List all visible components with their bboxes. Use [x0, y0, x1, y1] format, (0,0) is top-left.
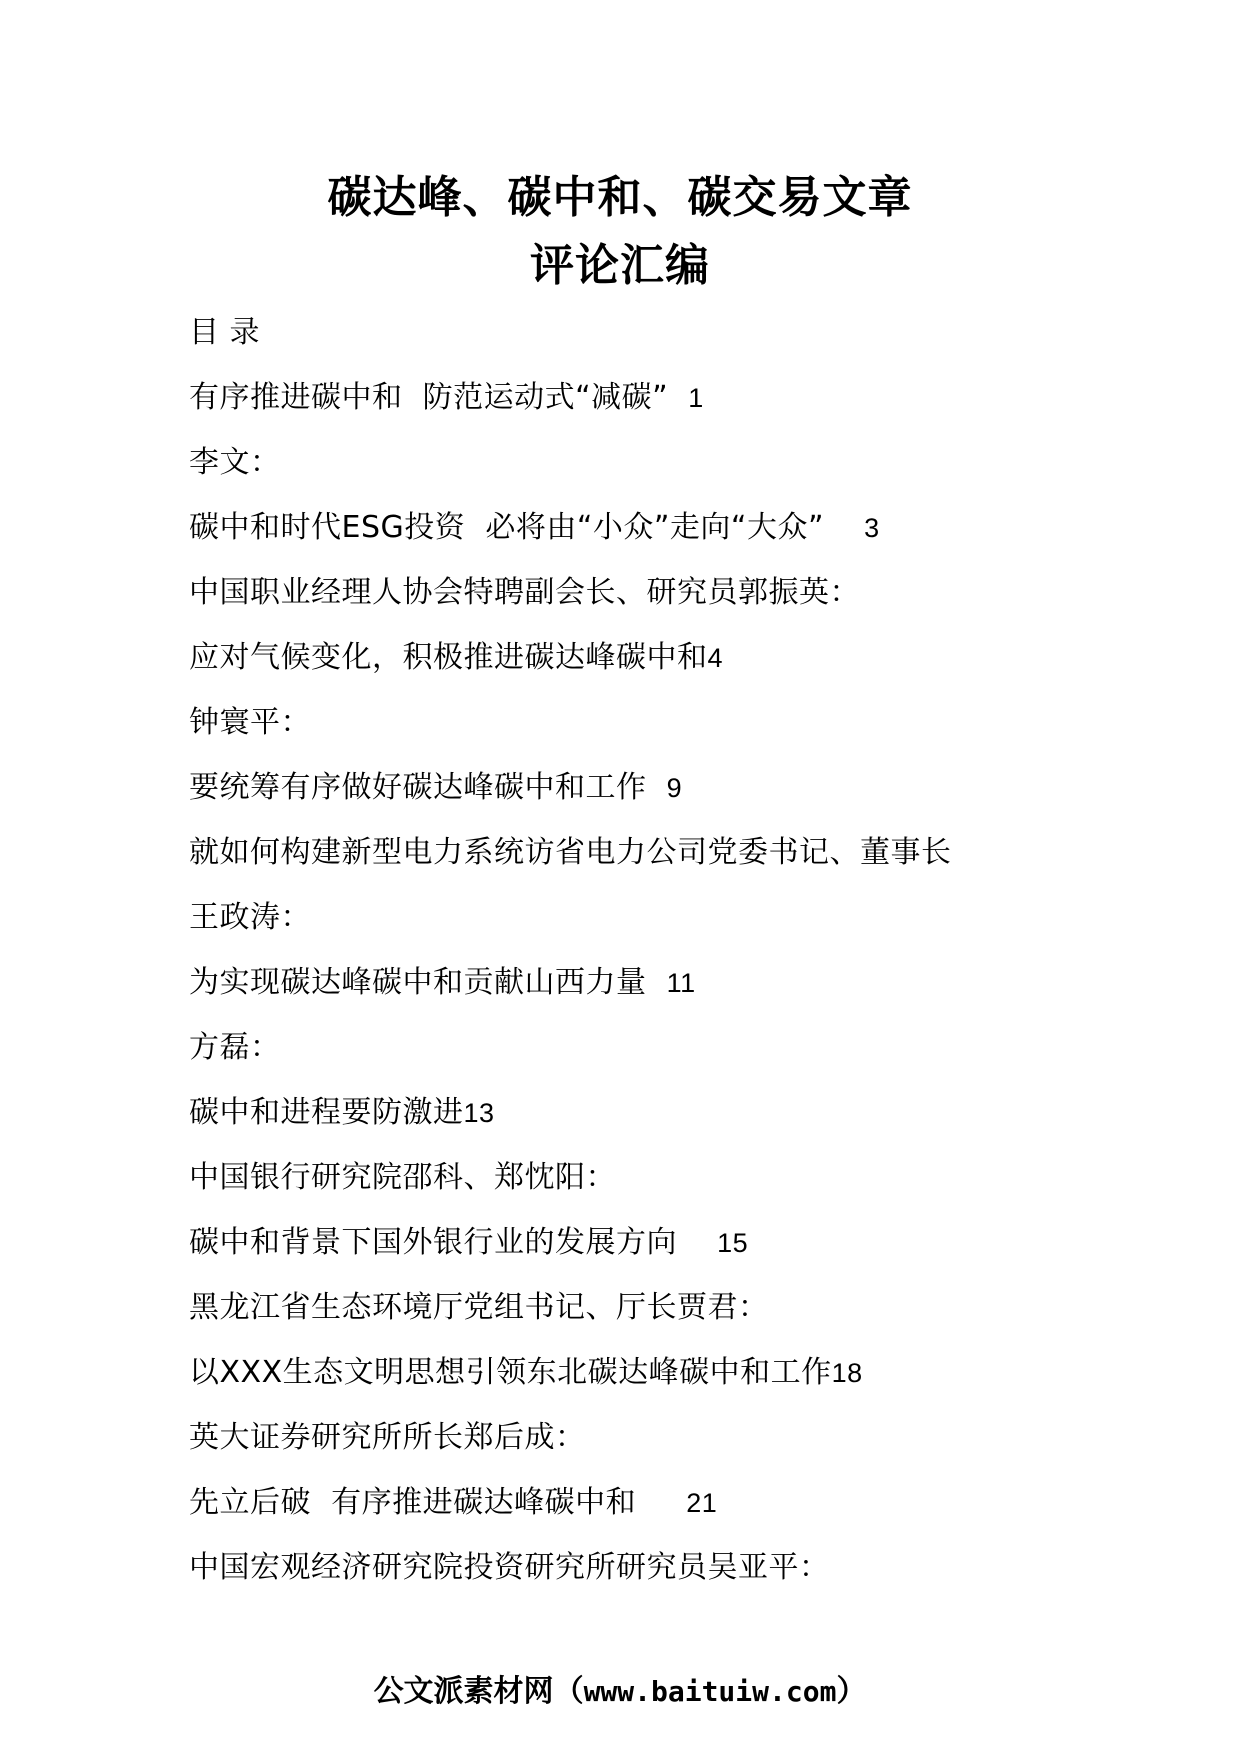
toc-entry-text: 有序推进碳中和 防范运动式“减碳” — [189, 380, 689, 415]
toc-entry-page: 9 — [666, 773, 683, 803]
toc-entry-page: 13 — [463, 1098, 495, 1128]
document-title-line-2: 评论汇编 — [530, 240, 710, 291]
toc-entry[interactable] — [189, 560, 1089, 625]
page-footer — [0, 1670, 1240, 1714]
toc-entry-text: 英大证券研究所所长郑后成： — [189, 1420, 586, 1455]
toc-entry-text: 黑龙江省生态环境厅党组书记、厅长贾君： — [189, 1290, 769, 1325]
toc-entry-text: 要统筹有序做好碳达峰碳中和工作 — [189, 770, 667, 805]
toc-entry[interactable] — [189, 1145, 1089, 1210]
toc-entry[interactable] — [189, 1535, 1089, 1600]
toc-entry-text: 就如何构建新型电力系统访省电力公司党委书记、董事长 — [189, 835, 952, 870]
toc-entry[interactable] — [189, 690, 1089, 755]
toc-entry-page: 21 — [686, 1488, 718, 1518]
toc-entry-page: 15 — [717, 1228, 749, 1258]
toc-entry[interactable] — [189, 1015, 1089, 1080]
table-of-contents — [189, 300, 1089, 1600]
toc-entry-text: 钟寰平： — [189, 705, 311, 740]
toc-entry-text: 李文： — [189, 445, 281, 480]
toc-entry-text: 王政涛： — [189, 900, 311, 935]
toc-entry[interactable] — [189, 820, 1089, 885]
toc-entry[interactable] — [189, 430, 1089, 495]
toc-entry-text: 方磊： — [189, 1030, 281, 1065]
toc-entry-text: 碳中和进程要防激进 — [189, 1095, 464, 1130]
footer-url-link[interactable]: www.baituiw.com — [583, 1675, 837, 1708]
toc-entry-page: 3 — [864, 513, 880, 543]
toc-entry-text: 以XXX生态文明思想引领东北碳达峰碳中和工作 — [189, 1355, 832, 1390]
toc-heading: 目 录 — [189, 315, 261, 350]
footer-close-paren: ） — [836, 1674, 867, 1709]
document-title-line-1: 碳达峰、碳中和、碳交易文章 — [327, 172, 913, 223]
toc-entry-text: 中国宏观经济研究院投资研究所研究员吴亚平： — [189, 1550, 830, 1585]
footer-site-name: 公文派素材网 — [373, 1674, 554, 1709]
toc-entry[interactable] — [189, 495, 1089, 560]
toc-entry[interactable] — [189, 1470, 1089, 1535]
toc-entry-text: 中国银行研究院邵科、郑忱阳： — [189, 1160, 616, 1195]
toc-entry[interactable] — [189, 885, 1089, 950]
toc-entry-page: 1 — [688, 383, 704, 413]
toc-entry-text: 中国职业经理人协会特聘副会长、研究员郭振英： — [189, 575, 860, 610]
toc-entry[interactable] — [189, 365, 1089, 430]
toc-entry-text: 为实现碳达峰碳中和贡献山西力量 — [189, 965, 667, 1000]
toc-entry-text: 先立后破 有序推进碳达峰碳中和 — [189, 1485, 687, 1520]
toc-entry[interactable] — [189, 755, 1089, 820]
toc-entry[interactable] — [189, 1340, 1089, 1405]
footer-open-paren: （ — [553, 1674, 584, 1709]
toc-entry-page: 4 — [707, 643, 724, 673]
toc-entry[interactable] — [189, 625, 1089, 690]
toc-entry-text: 碳中和背景下国外银行业的发展方向 — [189, 1225, 718, 1260]
toc-entry[interactable] — [189, 1080, 1089, 1145]
toc-entry-page: 11 — [666, 968, 696, 998]
toc-entry[interactable] — [189, 1405, 1089, 1470]
toc-entry-text: 碳中和时代ESG投资 必将由“小众”走向“大众” — [189, 510, 865, 545]
toc-entry-text: 应对气候变化，积极推进碳达峰碳中和 — [189, 640, 708, 675]
toc-entry-page: 18 — [831, 1358, 863, 1388]
toc-entry[interactable] — [189, 1275, 1089, 1340]
toc-entry[interactable] — [189, 1210, 1089, 1275]
toc-entry[interactable] — [189, 950, 1089, 1015]
